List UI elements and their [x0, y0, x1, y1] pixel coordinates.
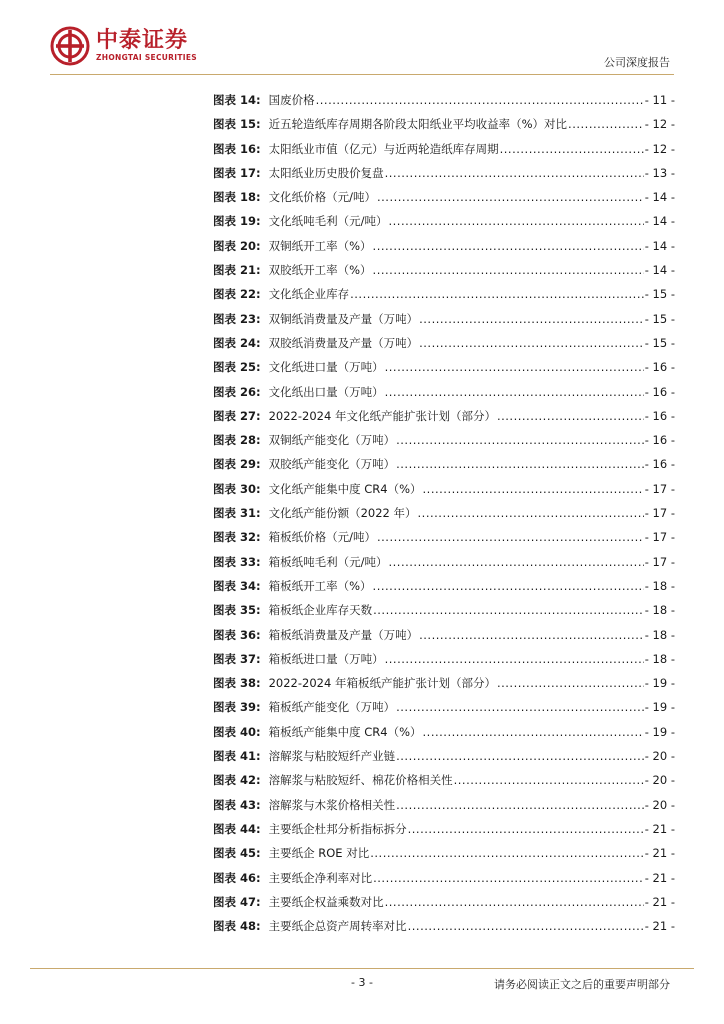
- toc-entry-page: - 16 -: [644, 360, 675, 375]
- toc-entry-page: - 16 -: [644, 408, 675, 423]
- toc-entry[interactable]: [213, 335, 675, 359]
- toc-leader-dots: [316, 93, 644, 107]
- toc-entry-page: - 20 -: [644, 797, 675, 812]
- toc-entry-label: 图表 44:: [213, 821, 261, 836]
- toc-entry-label: 图表 20:: [213, 238, 261, 253]
- toc-entry[interactable]: [213, 165, 675, 189]
- toc-entry-label: 图表 47:: [213, 894, 261, 909]
- toc-entry[interactable]: [213, 286, 675, 310]
- footer-disclaimer: 请务必阅读正文之后的重要声明部分: [494, 978, 670, 991]
- toc-entry-title: 文化纸产能份额（2022 年）: [268, 506, 417, 521]
- toc-leader-dots: [396, 749, 644, 763]
- toc-leader-dots: [385, 360, 644, 374]
- toc-entry[interactable]: [213, 359, 675, 383]
- toc-entry-label: 图表 25:: [213, 360, 261, 375]
- toc-entry-label: 图表 46:: [213, 870, 261, 885]
- toc-leader-dots: [396, 433, 644, 447]
- toc-entry-title: 双胶纸产能变化（万吨）: [268, 457, 396, 472]
- toc-entry-title: 文化纸出口量（万吨）: [268, 384, 384, 399]
- toc-entry-page: - 14 -: [644, 214, 675, 229]
- toc-entry[interactable]: [213, 651, 675, 675]
- toc-entry-page: - 15 -: [644, 287, 675, 302]
- toc-entry-label: 图表 37:: [213, 651, 261, 666]
- report-type-label: 公司深度报告: [604, 56, 670, 69]
- toc-entry-label: 图表 19:: [213, 214, 261, 229]
- toc-entry-page: - 14 -: [644, 190, 675, 205]
- toc-entry-label: 图表 45:: [213, 846, 261, 861]
- toc-entry[interactable]: [213, 189, 675, 213]
- toc-entry-title: 溶解浆与粘胶短纤产业链: [268, 749, 396, 764]
- toc-entry-page: - 15 -: [644, 311, 675, 326]
- toc-entry-label: 图表 15:: [213, 117, 261, 132]
- toc-entry[interactable]: [213, 918, 675, 942]
- toc-entry-title: 主要纸企总资产周转率对比: [268, 919, 407, 934]
- toc-entry-page: - 21 -: [644, 821, 675, 836]
- toc-entry-title: 箱板纸开工率（%）: [268, 578, 372, 593]
- toc-entry-label: 图表 41:: [213, 749, 261, 764]
- toc-entry-title: 主要纸企权益乘数对比: [268, 894, 384, 909]
- toc-entry-page: - 13 -: [644, 165, 675, 180]
- toc-entry-page: - 15 -: [644, 335, 675, 350]
- toc-entry-title: 文化纸价格（元/吨）: [268, 190, 376, 205]
- toc-leader-dots: [388, 555, 643, 569]
- toc-entry-label: 图表 28:: [213, 433, 261, 448]
- toc-entry-label: 图表 29:: [213, 457, 261, 472]
- figure-table-of-contents: [213, 92, 675, 942]
- toc-entry-title: 文化纸产能集中度 CR4（%）: [268, 481, 422, 496]
- toc-entry[interactable]: [213, 432, 675, 456]
- toc-leader-dots: [385, 895, 644, 909]
- toc-entry-label: 图表 36:: [213, 627, 261, 642]
- toc-entry-label: 图表 35:: [213, 603, 261, 618]
- toc-entry-title: 文化纸进口量（万吨）: [268, 360, 384, 375]
- toc-entry[interactable]: [213, 724, 675, 748]
- toc-entry-page: - 16 -: [644, 457, 675, 472]
- toc-entry-title: 太阳纸业历史股价复盘: [268, 165, 384, 180]
- toc-entry-page: - 21 -: [644, 870, 675, 885]
- toc-leader-dots: [373, 239, 644, 253]
- toc-entry[interactable]: [213, 627, 675, 651]
- toc-leader-dots: [396, 798, 644, 812]
- toc-entry-label: 图表 17:: [213, 165, 261, 180]
- toc-entry-page: - 12 -: [644, 117, 675, 132]
- toc-entry-title: 文化纸企业库存: [268, 287, 350, 302]
- toc-entry-page: - 20 -: [644, 773, 675, 788]
- toc-entry[interactable]: [213, 748, 675, 772]
- toc-entry-label: 图表 30:: [213, 481, 261, 496]
- toc-entry-title: 溶解浆与粘胶短纤、棉花价格相关性: [268, 773, 453, 788]
- zhongtai-logo-icon: [50, 26, 90, 66]
- toc-entry[interactable]: [213, 238, 675, 262]
- toc-entry-title: 双胶纸消费量及产量（万吨）: [268, 335, 419, 350]
- toc-entry-label: 图表 40:: [213, 724, 261, 739]
- toc-leader-dots: [373, 871, 644, 885]
- toc-entry[interactable]: [213, 602, 675, 626]
- toc-leader-dots: [419, 312, 644, 326]
- toc-entry-title: 箱板纸企业库存天数: [268, 603, 373, 618]
- toc-entry-title: 双胶纸开工率（%）: [268, 263, 372, 278]
- toc-entry-label: 图表 26:: [213, 384, 261, 399]
- toc-leader-dots: [385, 166, 644, 180]
- toc-entry-label: 图表 43:: [213, 797, 261, 812]
- toc-entry-page: - 19 -: [644, 724, 675, 739]
- toc-entry[interactable]: [213, 456, 675, 480]
- company-logo: [50, 26, 197, 66]
- toc-entry-page: - 20 -: [644, 749, 675, 764]
- toc-entry-title: 双铜纸消费量及产量（万吨）: [268, 311, 419, 326]
- toc-leader-dots: [568, 117, 644, 131]
- toc-entry-title: 箱板纸消费量及产量（万吨）: [268, 627, 419, 642]
- toc-leader-dots: [377, 530, 644, 544]
- footer-divider: [30, 968, 694, 969]
- toc-entry-label: 图表 21:: [213, 263, 261, 278]
- toc-entry-label: 图表 48:: [213, 919, 261, 934]
- toc-leader-dots: [497, 409, 644, 423]
- toc-entry-page: - 17 -: [644, 506, 675, 521]
- toc-entry-title: 箱板纸吨毛利（元/吨）: [268, 554, 388, 569]
- toc-entry-page: - 18 -: [644, 651, 675, 666]
- toc-entry-title: 太阳纸业市值（亿元）与近两轮造纸库存周期: [268, 141, 499, 156]
- toc-leader-dots: [388, 214, 643, 228]
- toc-entry-title: 箱板纸价格（元/吨）: [268, 530, 376, 545]
- toc-entry[interactable]: [213, 311, 675, 335]
- toc-entry-page: - 12 -: [644, 141, 675, 156]
- toc-entry-title: 2022-2024 年箱板纸产能扩张计划（部分）: [268, 676, 496, 691]
- toc-entry[interactable]: [213, 578, 675, 602]
- toc-leader-dots: [396, 457, 644, 471]
- toc-entry-title: 国废价格: [268, 93, 315, 107]
- toc-entry-page: - 21 -: [644, 894, 675, 909]
- toc-entry[interactable]: [213, 821, 675, 845]
- logo-english-name: ZHONGTAI SECURITIES: [96, 53, 197, 62]
- toc-leader-dots: [385, 652, 644, 666]
- toc-entry-title: 箱板纸进口量（万吨）: [268, 651, 384, 666]
- toc-entry[interactable]: [213, 675, 675, 699]
- toc-leader-dots: [423, 482, 644, 496]
- toc-entry-page: - 18 -: [644, 627, 675, 642]
- toc-entry-title: 双铜纸产能变化（万吨）: [268, 433, 396, 448]
- toc-entry[interactable]: [213, 213, 675, 237]
- toc-entry[interactable]: [213, 845, 675, 869]
- toc-entry[interactable]: [213, 262, 675, 286]
- toc-entry-label: 图表 23:: [213, 311, 261, 326]
- toc-leader-dots: [454, 773, 644, 787]
- toc-leader-dots: [497, 676, 644, 690]
- toc-entry[interactable]: [213, 384, 675, 408]
- page-number: - 3 -: [351, 976, 373, 989]
- toc-entry-page: - 21 -: [644, 846, 675, 861]
- toc-entry[interactable]: [213, 772, 675, 796]
- toc-entry-page: - 17 -: [644, 554, 675, 569]
- toc-entry[interactable]: [213, 141, 675, 165]
- page-header: [0, 0, 724, 80]
- toc-entry-label: 图表 18:: [213, 190, 261, 205]
- header-divider: [50, 74, 674, 75]
- toc-entry-title: 箱板纸产能集中度 CR4（%）: [268, 724, 422, 739]
- toc-entry-label: 图表 33:: [213, 554, 261, 569]
- toc-entry[interactable]: [213, 505, 675, 529]
- toc-entry-title: 主要纸企净利率对比: [268, 870, 373, 885]
- toc-entry[interactable]: [213, 92, 675, 116]
- toc-entry[interactable]: [213, 870, 675, 894]
- toc-entry-title: 主要纸企 ROE 对比: [268, 846, 370, 861]
- toc-entry-page: - 16 -: [644, 384, 675, 399]
- toc-leader-dots: [373, 263, 644, 277]
- toc-entry-title: 近五轮造纸库存周期各阶段太阳纸业平均收益率（%）对比: [268, 117, 568, 132]
- toc-leader-dots: [408, 919, 644, 933]
- toc-entry[interactable]: [213, 408, 675, 432]
- toc-leader-dots: [423, 725, 644, 739]
- toc-entry-label: 图表 42:: [213, 773, 261, 788]
- toc-entry[interactable]: [213, 797, 675, 821]
- toc-entry-title: 文化纸吨毛利（元/吨）: [268, 214, 388, 229]
- toc-leader-dots: [408, 822, 644, 836]
- toc-entry-label: 图表 16:: [213, 141, 261, 156]
- toc-entry-title: 溶解浆与木浆价格相关性: [268, 797, 396, 812]
- toc-entry-title: 主要纸企杜邦分析指标拆分: [268, 821, 407, 836]
- toc-entry[interactable]: [213, 894, 675, 918]
- toc-leader-dots: [419, 628, 644, 642]
- toc-entry-label: 图表 24:: [213, 335, 261, 350]
- toc-leader-dots: [396, 700, 644, 714]
- toc-leader-dots: [373, 603, 644, 617]
- toc-entry-page: - 17 -: [644, 530, 675, 545]
- toc-entry-label: 图表 38:: [213, 676, 261, 691]
- toc-leader-dots: [418, 506, 644, 520]
- toc-entry-label: 图表 31:: [213, 506, 261, 521]
- toc-entry-label: 图表 34:: [213, 578, 261, 593]
- toc-entry-title: 2022-2024 年文化纸产能扩张计划（部分）: [268, 408, 496, 423]
- toc-entry-page: - 11 -: [644, 93, 675, 107]
- toc-entry-page: - 14 -: [644, 263, 675, 278]
- toc-leader-dots: [377, 190, 644, 204]
- toc-entry[interactable]: [213, 529, 675, 553]
- toc-leader-dots: [500, 142, 644, 156]
- toc-entry-page: - 18 -: [644, 603, 675, 618]
- toc-entry[interactable]: [213, 554, 675, 578]
- toc-entry-page: - 21 -: [644, 919, 675, 934]
- toc-entry-page: - 18 -: [644, 578, 675, 593]
- toc-leader-dots: [419, 336, 644, 350]
- toc-entry-title: 箱板纸产能变化（万吨）: [268, 700, 396, 715]
- toc-leader-dots: [370, 846, 644, 860]
- toc-entry[interactable]: [213, 481, 675, 505]
- toc-entry-label: 图表 22:: [213, 287, 261, 302]
- toc-leader-dots: [385, 385, 644, 399]
- toc-entry-label: 图表 39:: [213, 700, 261, 715]
- toc-entry[interactable]: [213, 116, 675, 140]
- toc-leader-dots: [373, 579, 644, 593]
- toc-entry-label: 图表 14:: [213, 93, 261, 107]
- toc-entry[interactable]: [213, 699, 675, 723]
- toc-leader-dots: [350, 287, 644, 301]
- toc-entry-label: 图表 27:: [213, 408, 261, 423]
- toc-entry-page: - 17 -: [644, 481, 675, 496]
- toc-entry-title: 双铜纸开工率（%）: [268, 238, 372, 253]
- toc-entry-page: - 16 -: [644, 433, 675, 448]
- toc-entry-page: - 19 -: [644, 676, 675, 691]
- toc-entry-page: - 14 -: [644, 238, 675, 253]
- toc-entry-label: 图表 32:: [213, 530, 261, 545]
- logo-chinese-name: 中泰证券: [96, 28, 189, 53]
- toc-entry-page: - 19 -: [644, 700, 675, 715]
